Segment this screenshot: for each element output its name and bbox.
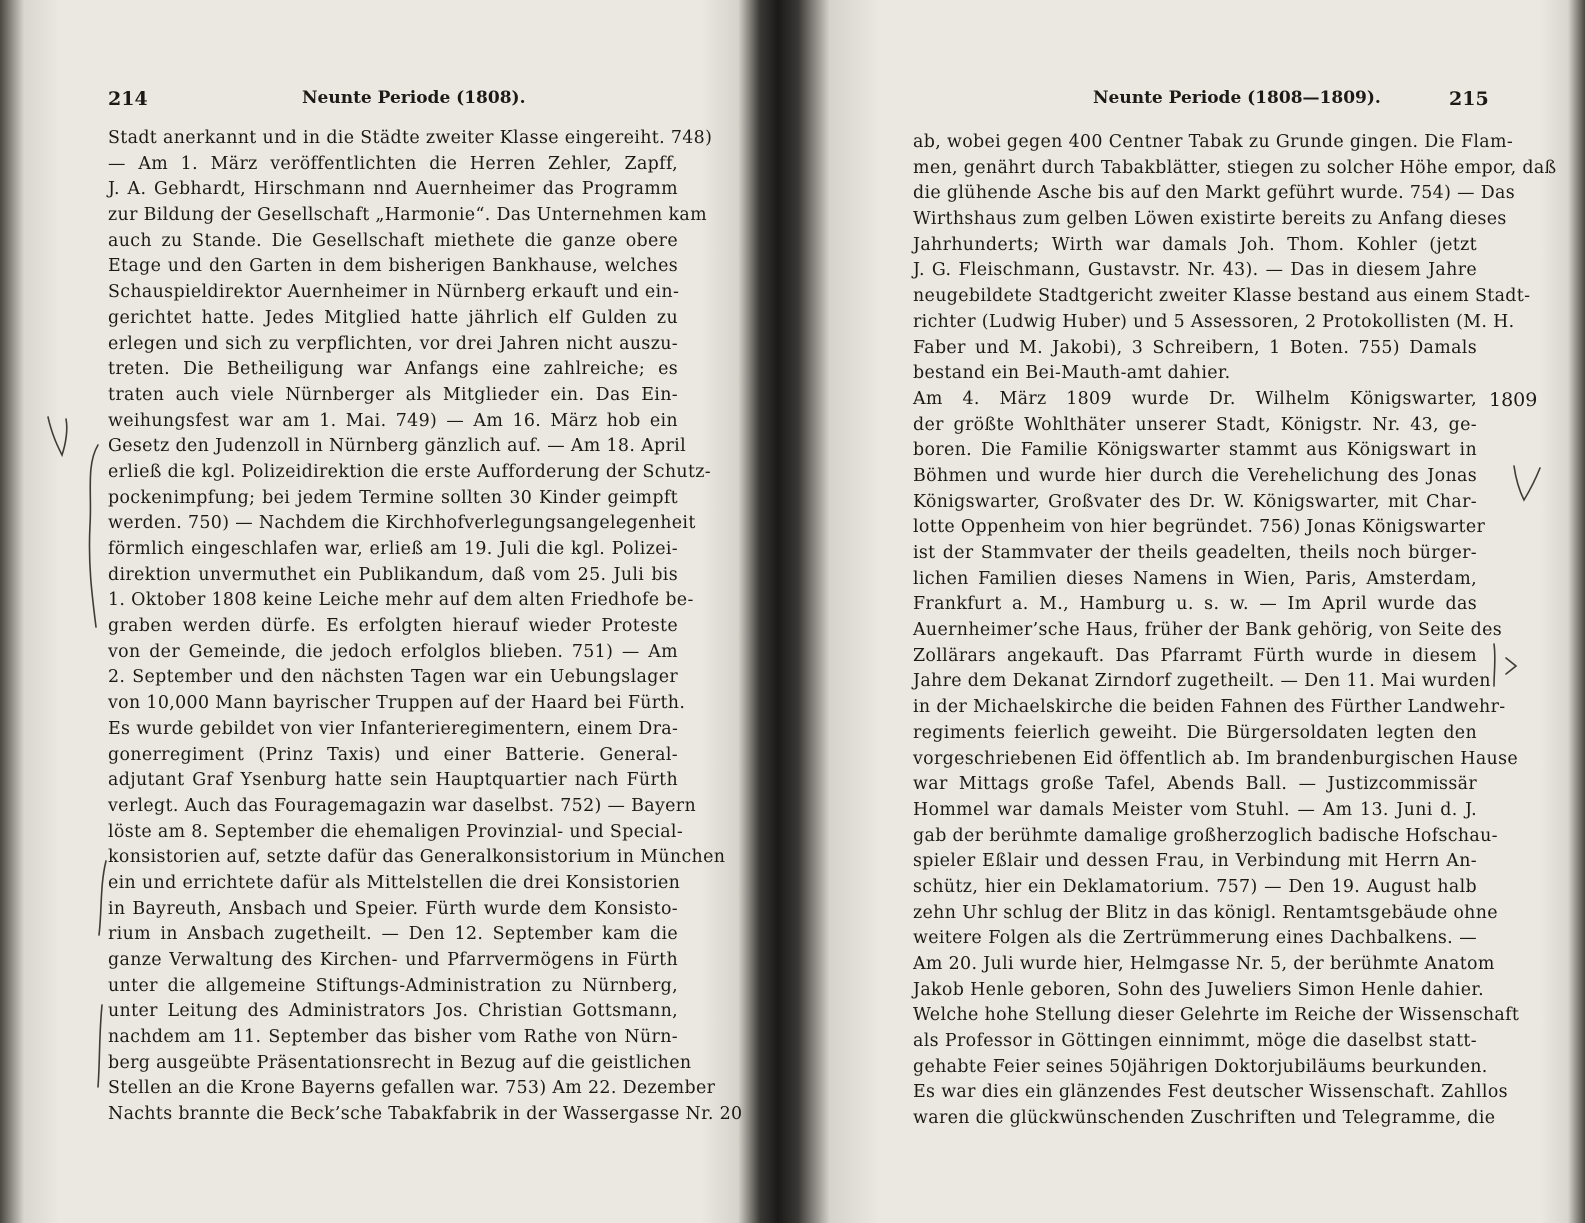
text-line: unter Leitung des Administrators Jos. Christian Gottsmann, — [108, 1001, 678, 1022]
text-line: die glühende Asche bis auf den Markt geführt wurde. 754) — Das — [913, 183, 1516, 204]
text-line: Schauspieldirektor Auernheimer in Nürnberg erkauft und ein- — [108, 282, 680, 303]
text-line: von 10,000 Mann bayrischer Truppen auf der Haard bei Fürth. — [108, 693, 686, 714]
pencil-mark-right-1 — [1508, 460, 1548, 510]
text-line: spieler Eßlair und dessen Frau, in Verbindung mit Herrn An- — [913, 851, 1477, 872]
text-line: unter die allgemeine Stiftungs-Administration zu Nürnberg, — [108, 975, 678, 996]
text-line: Etage und den Garten in dem bisherigen Bankhause, welches — [108, 256, 678, 277]
text-line: schütz, hier ein Deklamatorium. 757) — Den 19. August halb — [913, 876, 1477, 897]
right-page-body — [913, 130, 1557, 1132]
text-line: bestand ein Bei-Mauth-amt dahier. — [913, 363, 1231, 384]
text-line: rium in Ansbach zugetheilt. — Den 12. September kam die — [108, 924, 678, 945]
text-line: pockenimpfung; bei jedem Termine sollten 30 Kinder geimpft — [108, 487, 678, 508]
text-line: regiments feierlich geweiht. Die Bürgersoldaten legten den — [913, 722, 1477, 743]
text-line: 1. Oktober 1808 keine Leiche mehr auf dem alten Friedhofe be- — [108, 590, 694, 611]
text-line: gab der berühmte damalige großherzoglich badische Hofschau- — [913, 825, 1498, 846]
pencil-mark-left-2 — [90, 855, 120, 1095]
running-title: Neunte Periode (1808). — [302, 88, 526, 108]
pencil-mark-left-1 — [40, 405, 110, 635]
text-line: — Am 1. März veröffentlichten die Herren Zehler, Zapff, — [108, 153, 678, 174]
text-line: gerichtet hatte. Jedes Mitglied hatte jährlich elf Gulden zu — [108, 307, 678, 328]
text-line: zur Bildung der Gesellschaft „Harmonie“. Das Unternehmen kam — [108, 205, 707, 226]
text-line: Zollärars angekauft. Das Pfarramt Fürth wurde in diesem — [913, 645, 1477, 666]
text-line: men, genährt durch Tabakblätter, stiegen zu solcher Höhe empor, daß — [913, 157, 1557, 178]
text-line: J. G. Fleischmann, Gustavstr. Nr. 43). — Das in diesem Jahre — [913, 260, 1477, 281]
margin-year-note: 1809 — [1489, 389, 1538, 411]
running-title: Neunte Periode (1808—1809). — [1093, 88, 1381, 108]
left-page-body — [108, 126, 743, 1128]
text-line: richter (Ludwig Huber) und 5 Assessoren, 2 Protokollisten (M. H. — [913, 311, 1515, 332]
text-line: Jakob Henle geboren, Sohn des Juweliers Simon Henle dahier. — [913, 979, 1484, 1000]
text-line: Stadt anerkannt und in die Städte zweiter Klasse eingereiht. 748) — [108, 128, 713, 148]
text-line: Faber und M. Jakobi), 3 Schreibern, 1 Boten. 755) Damals — [913, 337, 1477, 358]
text-line: förmlich eingeschlafen war, erließ am 19. Juli die kgl. Polizei- — [108, 539, 678, 559]
text-line: der größte Wohlthäter unserer Stadt, Königstr. Nr. 43, ge- — [913, 414, 1477, 435]
right-page-header — [790, 88, 1585, 116]
page-number: 215 — [1449, 88, 1489, 110]
text-line: Hommel war damals Meister vom Stuhl. — Am 13. Juni d. J. — [913, 799, 1477, 820]
text-line: von der Gemeinde, die jedoch erfolglos blieben. 751) — Am — [108, 641, 678, 662]
text-line: Jahre dem Dekanat Zirndorf zugetheilt. — Den 11. Mai wurden — [913, 671, 1491, 692]
text-line: Stellen an die Krone Bayerns gefallen war. 753) Am 22. Dezember — [108, 1078, 716, 1099]
text-line: Es war dies ein glänzendes Fest deutscher Wissenschaft. Zahllos — [913, 1082, 1508, 1103]
left-page-header — [0, 88, 760, 116]
text-line: Jahrhunderts; Wirth war damals Joh. Thom. Kohler (jetzt — [913, 234, 1477, 255]
text-line: weitere Folgen als die Zertrümmerung eines Dachbalkens. — — [913, 928, 1477, 949]
text-line: gonerregiment (Prinz Taxis) und einer Batterie. General- — [108, 744, 678, 765]
text-line: lotte Oppenheim von hier begründet. 756) Jonas Königswarter — [913, 517, 1486, 538]
text-line: traten auch viele Nürnberger als Mitglieder ein. Das Ein- — [108, 384, 678, 405]
text-line: erließ die kgl. Polizeidirektion die erste Aufforderung der Schutz- — [108, 461, 712, 482]
text-line: graben werden dürfe. Es erfolgten hierauf wieder Proteste — [108, 616, 678, 637]
text-line: neugebildete Stadtgericht zweiter Klasse bestand aus einem Stadt- — [913, 286, 1531, 307]
text-line: vorgeschriebenen Eid öffentlich ab. Im brandenburgischen Hause — [913, 748, 1518, 769]
text-line: J. A. Gebhardt, Hirschmann nnd Auernheimer das Programm — [108, 179, 678, 200]
text-line: konsistorien auf, setzte dafür das Generalkonsistorium in München — [108, 847, 726, 868]
text-line: treten. Die Betheiligung war Anfangs eine zahlreiche; es — [108, 359, 678, 380]
text-line: 2. September und den nächsten Tagen war ein Uebungslager — [108, 667, 678, 688]
text-line: als Professor in Göttingen einnimmt, möge die daselbst statt- — [913, 1031, 1477, 1052]
text-line: Am 4. März 1809 wurde Dr. Wilhelm Königswarter, — [913, 388, 1477, 409]
text-line: ab, wobei gegen 400 Centner Tabak zu Grunde gingen. Die Flam- — [913, 132, 1514, 152]
text-line: Auernheimer’sche Haus, früher der Bank gehörig, von Seite des — [913, 620, 1503, 641]
text-line: Welche hohe Stellung dieser Gelehrte im Reiche der Wissenschaft — [913, 1005, 1520, 1026]
text-line: Gesetz den Judenzoll in Nürnberg gänzlich auf. — Am 18. April — [108, 436, 686, 457]
text-line: Wirthshaus zum gelben Löwen existirte bereits zu Anfang dieses — [913, 209, 1507, 230]
text-line: Nachts brannte die Beck’sche Tabakfabrik in der Wassergasse Nr. 20 — [108, 1104, 743, 1125]
text-line: zehn Uhr schlug der Blitz in das königl. Rentamtsgebäude ohne — [913, 902, 1498, 923]
text-line: verlegt. Auch das Fouragemagazin war daselbst. 752) — Bayern — [108, 795, 697, 816]
text-line: Es wurde gebildet von vier Infanterieregimentern, einem Dra- — [108, 718, 679, 739]
text-line: berg ausgeübte Präsentationsrecht in Bezug auf die geistlichen — [108, 1052, 692, 1073]
text-line: löste am 8. September die ehemaligen Provinzial- und Special- — [108, 821, 684, 842]
text-line: Böhmen und wurde hier durch die Verehelichung des Jonas — [913, 465, 1477, 486]
text-line: ein und errichtete dafür als Mittelstellen die drei Konsistorien — [108, 872, 681, 893]
text-line: werden. 750) — Nachdem die Kirchhofverlegungsangelegenheit — [108, 513, 696, 534]
pencil-mark-right-2 — [1488, 640, 1528, 690]
text-line: Königswarter, Großvater des Dr. W. Königswarter, mit Char- — [913, 491, 1477, 512]
text-line: direktion unvermuthet ein Publikandum, daß vom 25. Juli bis — [108, 564, 678, 585]
text-line: boren. Die Familie Königswarter stammt aus Königswart in — [913, 440, 1477, 461]
text-line: war Mittags große Tafel, Abends Ball. — Justizcommissär — [913, 774, 1477, 795]
text-line: Frankfurt a. M., Hamburg u. s. w. — Im April wurde das — [913, 594, 1477, 615]
text-line: ist der Stammvater der theils geadelten, theils noch bürger- — [913, 543, 1477, 563]
text-line: auch zu Stande. Die Gesellschaft miethete die ganze obere — [108, 230, 678, 251]
page-number: 214 — [108, 88, 148, 110]
text-line: weihungsfest war am 1. Mai. 749) — Am 16. März hob ein — [108, 410, 678, 431]
text-line: Am 20. Juli wurde hier, Helmgasse Nr. 5, der berühmte Anatom — [913, 954, 1495, 974]
text-line: lichen Familien dieses Namens in Wien, Paris, Amsterdam, — [913, 568, 1477, 589]
text-line: nachdem am 11. September das bisher vom Rathe von Nürn- — [108, 1027, 678, 1048]
text-line: ganze Verwaltung des Kirchen- und Pfarrvermögens in Fürth — [108, 950, 678, 970]
text-line: in Bayreuth, Ansbach und Speier. Fürth wurde dem Konsisto- — [108, 898, 678, 919]
text-line: adjutant Graf Ysenburg hatte sein Hauptquartier nach Fürth — [108, 770, 678, 791]
text-line: gehabte Feier seines 50jährigen Doktorjubiläums beurkunden. — [913, 1056, 1488, 1077]
text-line: in der Michaelskirche die beiden Fahnen des Fürther Landwehr- — [913, 697, 1506, 718]
text-line: erlegen und sich zu verpflichten, vor drei Jahren nicht auszu- — [108, 333, 678, 354]
text-line: waren die glückwünschenden Zuschriften und Telegramme, die — [913, 1108, 1496, 1129]
